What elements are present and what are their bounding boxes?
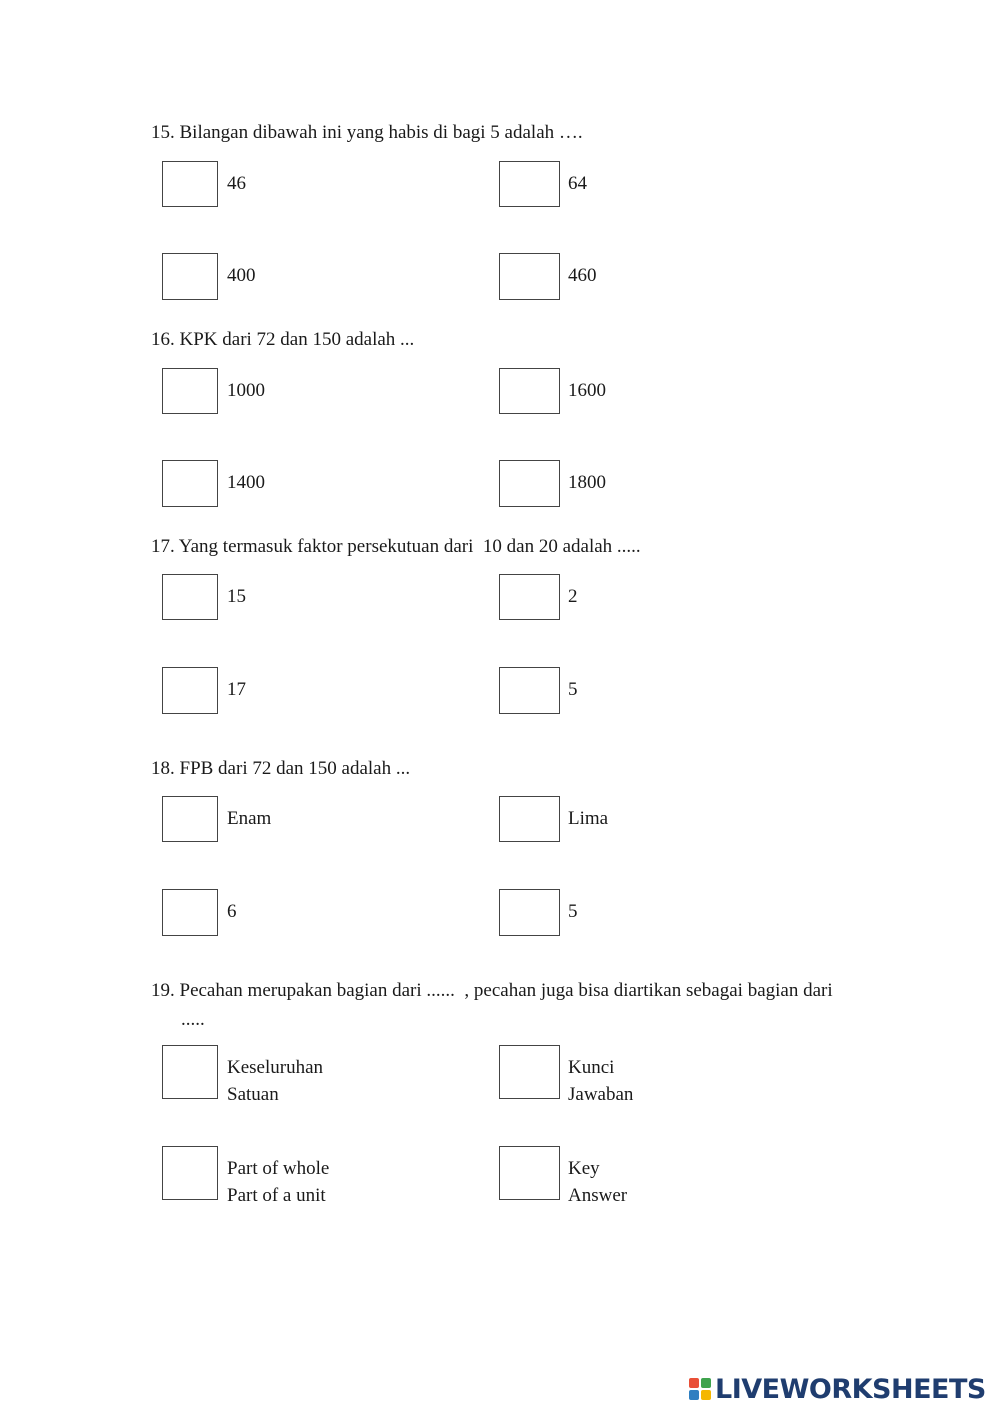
question-text: 18. FPB dari 72 dan 150 adalah ... xyxy=(151,758,411,779)
answer-checkbox[interactable] xyxy=(499,574,560,620)
option-label xyxy=(227,377,265,404)
question-text: 19. Pecahan merupakan bagian dari ...... , pecahan juga bisa diartikan sebagai bagian dari xyxy=(151,980,833,1001)
option-label xyxy=(568,1155,627,1209)
option-label xyxy=(568,805,608,832)
question-text-continued: ..... xyxy=(181,1009,205,1030)
option-label-line: Keseluruhan xyxy=(227,1057,324,1078)
question-text: 15. Bilangan dibawah ini yang habis di bagi 5 adalah …. xyxy=(151,122,583,143)
answer-checkbox[interactable] xyxy=(499,667,560,714)
option-label-line: 460 xyxy=(568,265,597,286)
answer-checkbox[interactable] xyxy=(162,796,218,842)
question-text: 17. Yang termasuk faktor persekutuan dari 10 dan 20 adalah ..... xyxy=(151,536,641,557)
option-label xyxy=(568,583,578,610)
option-label-line: 1000 xyxy=(227,380,265,401)
answer-checkbox[interactable] xyxy=(499,460,560,507)
option-label-line: 17 xyxy=(227,679,246,700)
question-15-title xyxy=(151,118,583,147)
option-label xyxy=(568,262,597,289)
answer-checkbox[interactable] xyxy=(162,460,218,507)
option-label xyxy=(227,583,246,610)
option-label-line: 1600 xyxy=(568,380,606,401)
answer-checkbox[interactable] xyxy=(162,889,218,936)
question-text: 16. KPK dari 72 dan 150 adalah ... xyxy=(151,329,415,350)
answer-checkbox[interactable] xyxy=(499,1146,560,1200)
option-label-line: Part of whole xyxy=(227,1158,330,1179)
answer-checkbox[interactable] xyxy=(499,368,560,414)
answer-checkbox[interactable] xyxy=(162,1146,218,1200)
option-label-line: Key xyxy=(568,1158,600,1179)
option-label xyxy=(568,377,606,404)
question-17-title xyxy=(151,532,641,561)
logo-mark-icon xyxy=(689,1378,711,1400)
option-label-line: Lima xyxy=(568,808,609,829)
option-label-line: Jawaban xyxy=(568,1084,634,1105)
question-19-title xyxy=(151,976,833,1034)
option-label-line: 2 xyxy=(568,586,578,607)
answer-checkbox[interactable] xyxy=(499,161,560,207)
option-label xyxy=(568,469,606,496)
option-label-line: 15 xyxy=(227,586,246,607)
option-label-line: 5 xyxy=(568,901,578,922)
liveworksheets-logo xyxy=(689,1374,986,1404)
option-label xyxy=(227,469,265,496)
option-label-line: 1800 xyxy=(568,472,606,493)
option-label-line: 400 xyxy=(227,265,256,286)
option-label xyxy=(568,170,587,197)
answer-checkbox[interactable] xyxy=(162,667,218,714)
option-label-line: 1400 xyxy=(227,472,265,493)
option-label xyxy=(568,676,578,703)
option-label-line: Answer xyxy=(568,1185,628,1206)
option-label xyxy=(227,262,256,289)
answer-checkbox[interactable] xyxy=(499,796,560,842)
option-label xyxy=(227,898,237,925)
option-label-line: 5 xyxy=(568,679,578,700)
option-label-line: Satuan xyxy=(227,1084,279,1105)
option-label xyxy=(568,1054,633,1108)
question-16-title xyxy=(151,325,414,354)
answer-checkbox[interactable] xyxy=(162,253,218,300)
option-label-line: 6 xyxy=(227,901,237,922)
option-label-line: 46 xyxy=(227,173,246,194)
option-label xyxy=(227,805,271,832)
option-label-line: Kunci xyxy=(568,1057,615,1078)
answer-checkbox[interactable] xyxy=(162,1045,218,1099)
option-label xyxy=(227,1155,329,1209)
option-label xyxy=(227,170,246,197)
option-label-line: Enam xyxy=(227,808,272,829)
option-label xyxy=(568,898,578,925)
answer-checkbox[interactable] xyxy=(162,161,218,207)
option-label-line: Part of a unit xyxy=(227,1185,326,1206)
question-18-title xyxy=(151,754,410,783)
answer-checkbox[interactable] xyxy=(499,253,560,300)
option-label-line: 64 xyxy=(568,173,587,194)
answer-checkbox[interactable] xyxy=(162,574,218,620)
option-label xyxy=(227,676,246,703)
option-label xyxy=(227,1054,323,1108)
answer-checkbox[interactable] xyxy=(499,1045,560,1099)
answer-checkbox[interactable] xyxy=(162,368,218,414)
answer-checkbox[interactable] xyxy=(499,889,560,936)
logo-text: LIVEWORKSHEETS xyxy=(715,1373,986,1405)
